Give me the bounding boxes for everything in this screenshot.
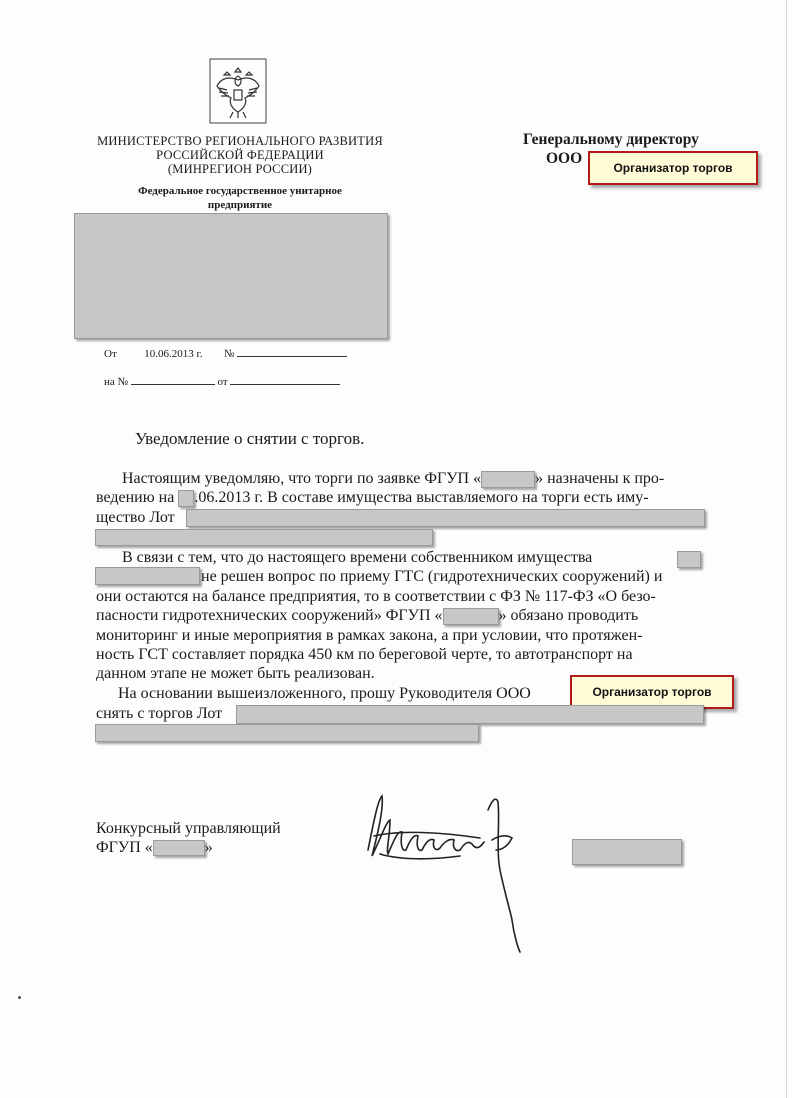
number-label: №: [224, 348, 235, 360]
handwritten-signature: [360, 780, 530, 960]
coat-of-arms-emblem: [209, 58, 267, 124]
redacted-enterprise-name-1: [481, 471, 535, 488]
ministry-name-line1: МИНИСТЕРСТВО РЕГИОНАЛЬНОГО РАЗВИТИЯ: [97, 134, 383, 148]
redacted-enterprise-name-2: [443, 608, 499, 625]
p1-line1-end: » назначены к про-: [535, 470, 665, 487]
reference-number-line: [131, 374, 215, 385]
scan-speck: [18, 996, 21, 999]
redacted-lot-description-2: [95, 529, 433, 546]
reference-date-line: [230, 374, 340, 385]
signer-role-line2-end: »: [204, 839, 213, 856]
redacted-enterprise-name-3: [153, 840, 205, 856]
document-title: Уведомление о снятии с торгов.: [135, 429, 365, 448]
redacted-day: [178, 490, 194, 507]
organizer-label-body: Организатор торгов: [570, 675, 734, 709]
from-label: От: [104, 348, 117, 360]
signer-role-line2-start: ФГУП «: [96, 839, 153, 856]
addressee-line2: ООО: [546, 150, 583, 167]
p1-line2-end: .06.2013 г. В составе имущества выставляемого на торги есть иму-: [194, 489, 649, 506]
enterprise-type-line1: Федеральное государственное унитарное: [138, 185, 342, 197]
p2-line4-start: пасности гидротехнических сооружений» ФГУП «: [96, 607, 443, 624]
signer-role-line1: Конкурсный управляющий: [96, 820, 281, 837]
ministry-name-line2: РОССИЙСКОЙ ФЕДЕРАЦИИ: [156, 148, 324, 162]
p2-line4-end: » обязано проводить: [498, 607, 639, 624]
p2-line3: они остаются на балансе предприятия, то в соответствии с ФЗ № 117-ФЗ «О безо-: [96, 588, 656, 605]
number-field-line: [237, 346, 347, 357]
enterprise-type-line2: предприятие: [207, 199, 273, 211]
document-date: 10.06.2013 г.: [144, 348, 203, 360]
reference-number-label: на №: [104, 376, 129, 388]
redacted-enterprise-details: [74, 213, 388, 339]
p3-line2: снять с торгов Лот: [96, 705, 223, 722]
p2-line6: ность ГСТ составляет порядка 450 км по береговой черте, то автотранспорт на: [96, 646, 633, 663]
redacted-lot-description-1: [186, 509, 705, 527]
p1-line3: щество Лот: [96, 509, 175, 526]
redacted-signer-name: [572, 839, 682, 865]
ministry-name-line3: (МИНРЕГИОН РОССИИ): [167, 162, 313, 176]
redacted-owner-1: [677, 551, 701, 568]
p1-line2-start: ведению на: [96, 489, 175, 506]
p3-line1: На основании вышеизложенного, прошу Руководителя ООО: [118, 685, 531, 702]
addressee-line1: Генеральному директору: [523, 131, 699, 148]
reference-from-label: от: [217, 376, 228, 388]
redacted-lot-description-4: [95, 724, 479, 742]
p2-line1: В связи с тем, что до настоящего времени собственником имущества: [122, 549, 593, 566]
redacted-owner-2: [95, 567, 200, 585]
p1-line1-start: Настоящим уведомляю, что торги по заявке ФГУП «: [122, 470, 482, 487]
p2-line2: не решен вопрос по приему ГТС (гидротехнических сооружений) и: [201, 568, 663, 585]
p2-line5: мониторинг и иные мероприятия в рамках закона, а при условии, что протяжен-: [96, 627, 643, 644]
redacted-lot-description-3: [236, 705, 704, 724]
organizer-label-top: Организатор торгов: [588, 151, 758, 185]
p2-line7: данном этапе не может быть реализован.: [96, 665, 375, 682]
